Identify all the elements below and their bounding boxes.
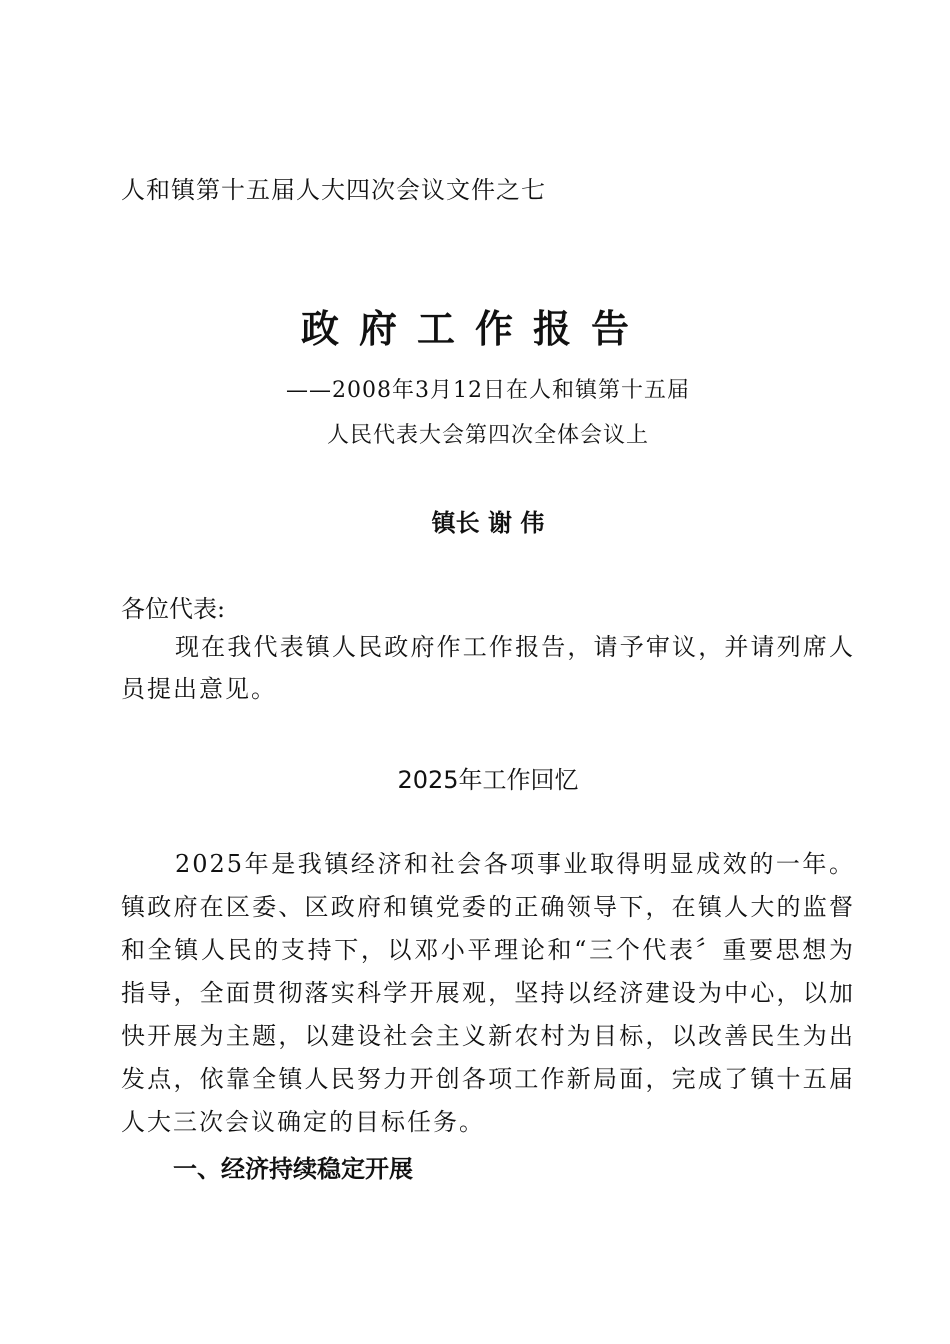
- subtitle-line-2: 人民代表大会第四次全体会议上: [326, 423, 649, 448]
- intro-paragraph: 现在我代表镇人民政府作工作报告，请予审议，并请列席人员提出意见。: [121, 633, 855, 703]
- report-title: 政府工作报告: [300, 307, 649, 351]
- document-header: 人和镇第十五届人大四次会议文件之七: [121, 176, 546, 204]
- body-paragraph: 2025年是我镇经济和社会各项事业取得明显成效的一年。镇政府在区委、区政府和镇党委的正确领导下，在镇人大的监督和全镇人民的支持下，以邓小平理论和“三个代表〞重要思想为指导，全面贯彻落实科学开展观，坚持以经济建设为中心，以加快开展为主题，以建设社会主义新农村为目标，以改善民生为出发点，依靠全镇人民努力开创各项工作新局面，完成了镇十五届人大三次会议确定的目标任务。: [121, 850, 855, 1136]
- section-title: 2025年工作回忆: [397, 766, 579, 794]
- salutation: 各位代表:: [121, 595, 226, 623]
- subtitle-line-1: ——2008年3月12日在人和镇第十五届: [286, 378, 690, 403]
- subsection-heading: 一、经济持续稳定开展: [173, 1155, 413, 1183]
- speaker-name: 镇长 谢 伟: [431, 509, 545, 537]
